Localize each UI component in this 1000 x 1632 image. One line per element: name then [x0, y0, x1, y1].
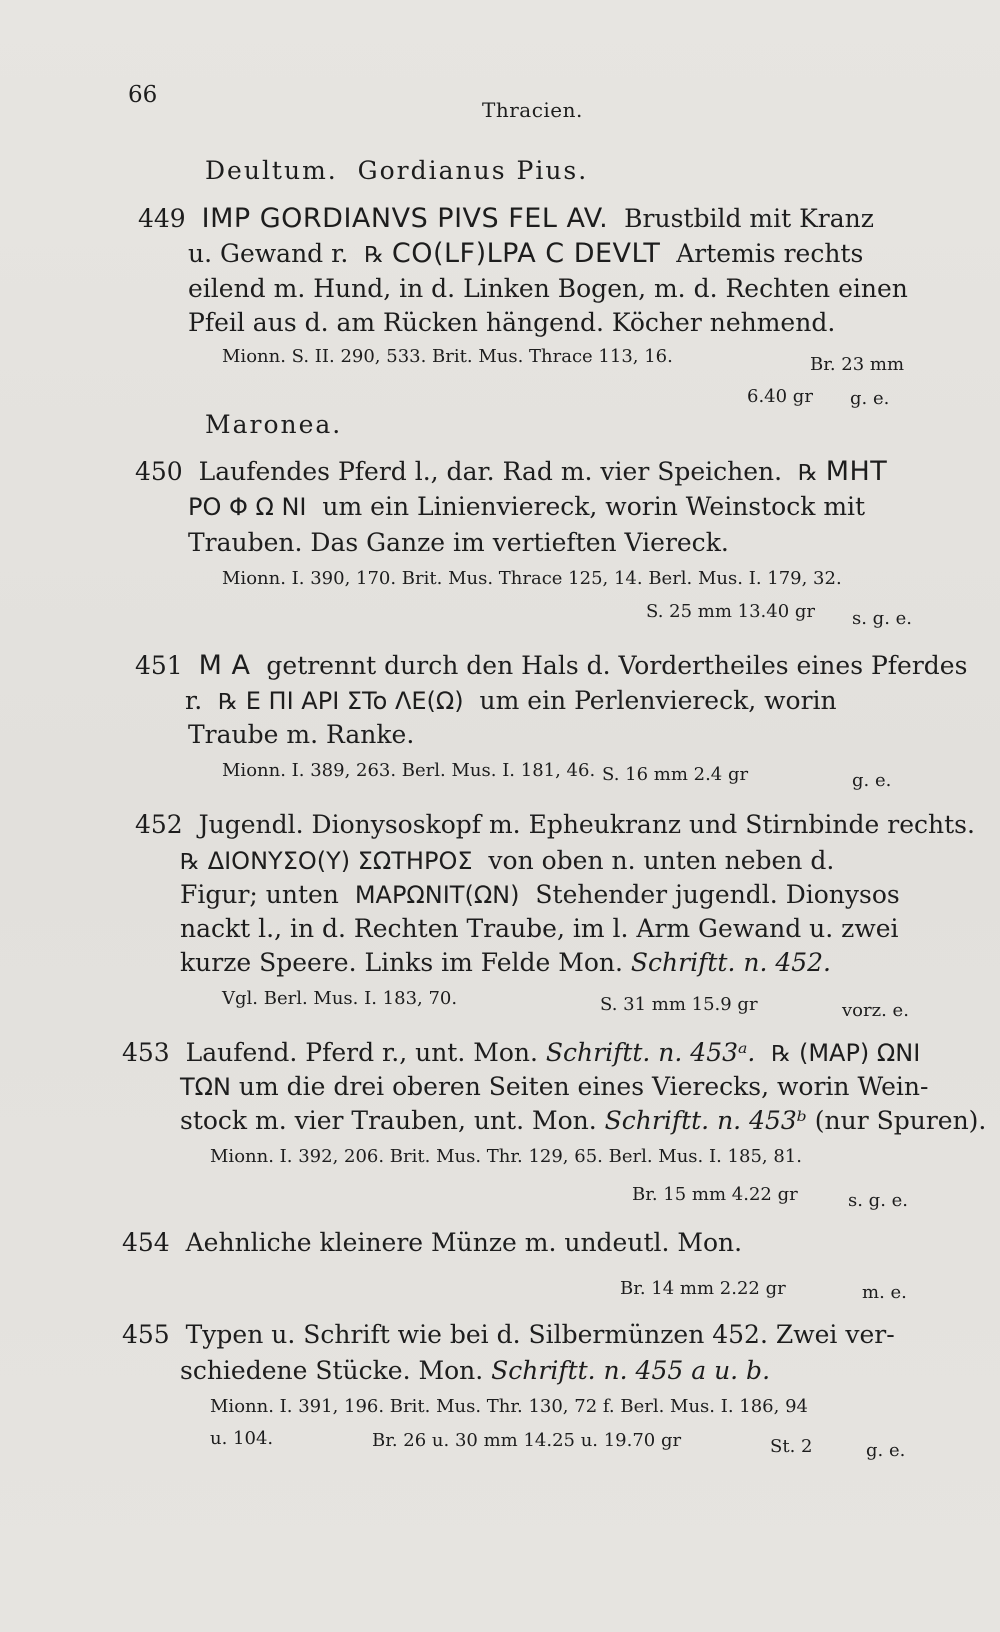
entry-number: 452	[135, 810, 183, 839]
coin-condition: m. e.	[862, 1282, 907, 1303]
entry-number: 450	[135, 457, 183, 486]
entry-text: Laufendes Pferd l., dar. Rad m. vier Speichen.	[198, 457, 783, 486]
reference-line: Mionn. I. 392, 206. Brit. Mus. Thr. 129, 65. Berl. Mus. I. 185, 81.	[210, 1146, 802, 1167]
entry-line	[180, 848, 834, 874]
entry-line: eilend m. Hund, in d. Linken Bogen, m. d. Rechten einen	[188, 274, 908, 303]
section-title: Deultum.	[205, 156, 338, 185]
entry-text: (nur Spuren).	[814, 1106, 987, 1135]
exergue-legend: MAPΩNIT(ΩN)	[354, 881, 520, 909]
reference-line: Mionn. I. 389, 263. Berl. Mus. I. 181, 46.	[222, 760, 596, 781]
section-heading-deultum	[205, 158, 588, 183]
entry-text: getrennt durch den Hals d. Vordertheiles eines Pferdes	[266, 651, 968, 680]
entry-line	[138, 205, 874, 232]
entry-text: schiedene Stücke. Mon.	[180, 1356, 484, 1385]
entry-text: kurze Speere. Links im Felde Mon.	[180, 948, 623, 977]
entry-line	[122, 1322, 895, 1347]
coin-size-weight: Br. 26 u. 30 mm 14.25 u. 19.70 gr	[372, 1430, 682, 1451]
entry-line	[180, 1074, 928, 1099]
monogram-reference: Schriftt. n. 455 a u. b.	[491, 1356, 771, 1385]
entry-text: Artemis rechts	[676, 239, 864, 268]
entry-number: 451	[135, 651, 183, 680]
coin-pieces: St. 2	[770, 1436, 813, 1457]
entry-line: nackt l., in d. Rechten Traube, im l. Arm Gewand u. zwei	[180, 914, 899, 943]
entry-line	[180, 1108, 986, 1133]
reverse-legend: (MAP) ΩNI	[798, 1039, 921, 1067]
entry-text: Typen u. Schrift wie bei d. Silbermünzen 452. Zwei ver-	[185, 1320, 895, 1349]
entry-text: u. Gewand r.	[188, 239, 349, 268]
page-number: 66	[128, 82, 158, 108]
reference-line: Vgl. Berl. Mus. I. 183, 70.	[222, 988, 458, 1009]
reverse-symbol: ℞	[798, 461, 818, 486]
entry-line	[135, 812, 975, 837]
reverse-legend: TΩN	[180, 1073, 231, 1101]
entry-line	[122, 1040, 920, 1066]
reference-line: Mionn. S. II. 290, 533. Brit. Mus. Thrace 113, 16.	[222, 346, 673, 367]
reverse-symbol: ℞	[771, 1042, 791, 1067]
reference-line: u. 104.	[210, 1428, 274, 1449]
entry-line	[185, 688, 837, 714]
coin-condition: s. g. e.	[852, 608, 913, 629]
coin-weight: 6.40 gr	[747, 386, 813, 407]
entry-number: 455	[122, 1320, 170, 1349]
entry-line	[180, 1358, 770, 1383]
coin-size-weight: S. 16 mm 2.4 gr	[602, 764, 749, 785]
entry-number: 454	[122, 1228, 170, 1257]
entry-text: Laufend. Pferd r., unt. Mon.	[185, 1038, 538, 1067]
entry-line: Trauben. Das Ganze im vertieften Viereck.	[188, 528, 729, 557]
coin-condition: s. g. e.	[848, 1190, 909, 1211]
entry-number: 449	[138, 204, 186, 233]
entry-number: 453	[122, 1038, 170, 1067]
reverse-legend: E ΠI API ΣTo ΛE(Ω)	[245, 687, 464, 715]
entry-line	[188, 494, 865, 519]
entry-text: um ein Perlenviereck, worin	[479, 686, 837, 715]
entry-text: Figur; unten	[180, 880, 339, 909]
coin-size-weight: Br. 15 mm 4.22 gr	[632, 1184, 798, 1205]
entry-line	[180, 950, 831, 975]
reverse-symbol: ℞	[218, 690, 238, 715]
coin-condition: vorz. e.	[842, 1000, 909, 1021]
coin-size-weight: S. 25 mm 13.40 gr	[646, 601, 815, 622]
entry-line	[135, 458, 887, 485]
reverse-legend: MHT	[825, 456, 888, 487]
obverse-legend: IMP GORDIANVS PIVS FEL AV.	[201, 203, 609, 234]
entry-text: Jugendl. Dionysoskopf m. Epheukranz und Stirnbinde rechts.	[198, 810, 975, 839]
coin-size: Br. 23 mm	[810, 354, 905, 375]
entry-text: stock m. vier Trauben, unt. Mon.	[180, 1106, 597, 1135]
entry-text: Aehnliche kleinere Münze m. undeutl. Mon.	[185, 1228, 743, 1257]
entry-text: Brustbild mit Kranz	[624, 204, 874, 233]
monogram-reference: Schriftt. n. 453ᵇ	[604, 1106, 807, 1135]
coin-condition: g. e.	[850, 388, 890, 409]
entry-text: von oben n. unten neben d.	[488, 846, 835, 875]
entry-line	[122, 1230, 742, 1255]
entry-text: um die drei oberen Seiten eines Vierecks, worin Wein-	[238, 1072, 929, 1101]
reference-line: Mionn. I. 390, 170. Brit. Mus. Thrace 125, 14. Berl. Mus. I. 179, 32.	[222, 568, 842, 589]
reverse-symbol: ℞	[364, 243, 384, 268]
entry-line	[188, 240, 863, 267]
coin-condition: g. e.	[866, 1440, 906, 1461]
monogram-reference: Schriftt. n. 452.	[630, 948, 831, 977]
section-heading-maronea: Maronea.	[205, 410, 343, 439]
entry-text: um ein Linienviereck, worin Weinstock mit	[322, 492, 866, 521]
reverse-symbol: ℞	[180, 850, 200, 875]
entry-line: Pfeil aus d. am Rücken hängend. Köcher nehmend.	[188, 308, 836, 337]
reference-line: Mionn. I. 391, 196. Brit. Mus. Thr. 130, 72 f. Berl. Mus. I. 186, 94	[210, 1396, 808, 1417]
coin-condition: g. e.	[852, 770, 892, 791]
monogram-reference: Schriftt. n. 453ᵃ.	[545, 1038, 756, 1067]
reverse-legend: PO Φ Ω NI	[188, 493, 307, 521]
reverse-legend: CO(LF)LPA C DEVLT	[391, 238, 661, 269]
entry-text: r.	[185, 686, 203, 715]
entry-text: Stehender jugendl. Dionysos	[535, 880, 900, 909]
running-head: Thracien.	[482, 98, 583, 122]
coin-size-weight: Br. 14 mm 2.22 gr	[620, 1278, 786, 1299]
emperor-name: Gordianus Pius.	[357, 156, 589, 185]
entry-line	[135, 652, 967, 679]
entry-line	[180, 882, 900, 907]
coin-size-weight: S. 31 mm 15.9 gr	[600, 994, 758, 1015]
reverse-legend: ΔIONYΣO(Y) ΣΩTHPOΣ	[207, 847, 473, 875]
obverse-legend: M A	[198, 650, 251, 681]
entry-line: Traube m. Ranke.	[188, 720, 415, 749]
